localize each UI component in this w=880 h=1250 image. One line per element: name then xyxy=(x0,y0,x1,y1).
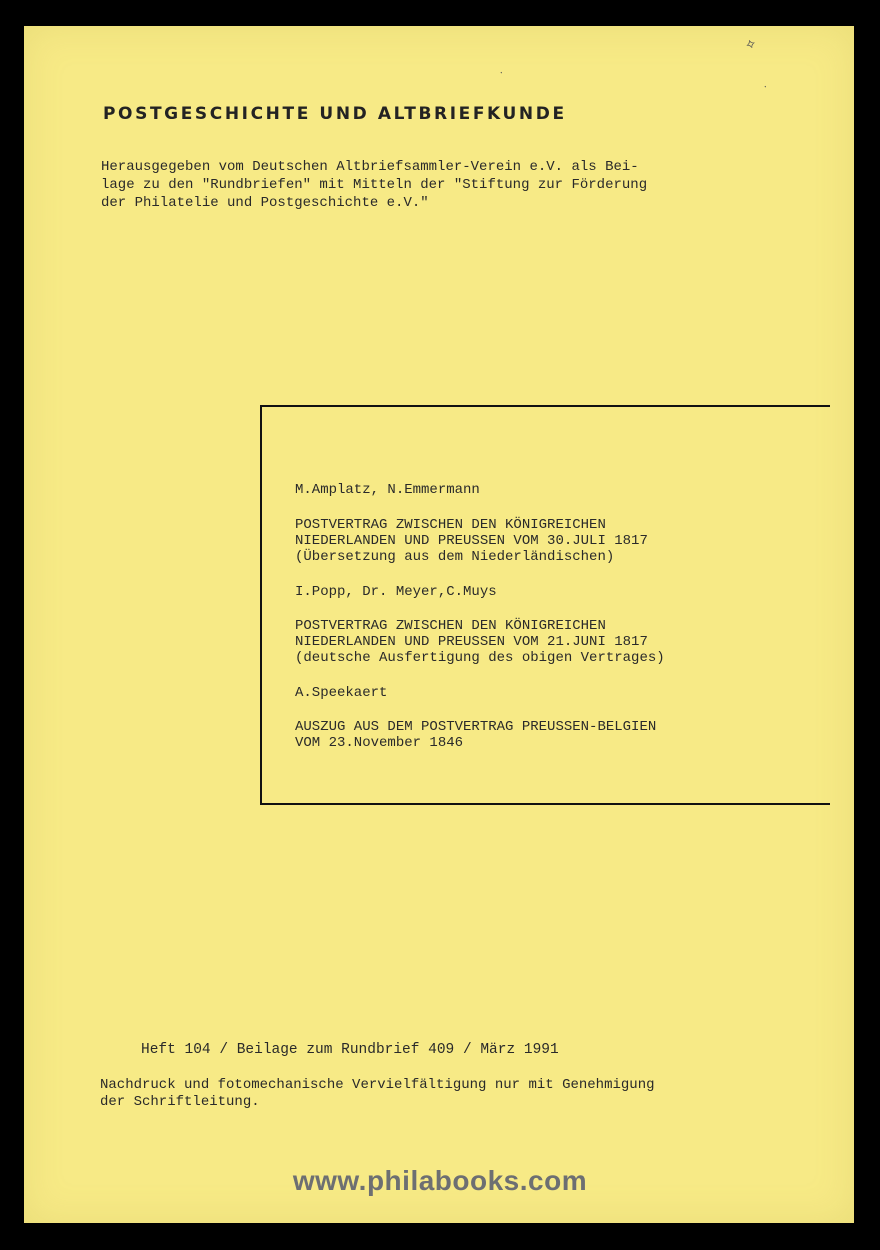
publisher-statement xyxy=(101,158,791,212)
entry-title-line: (Übersetzung aus dem Niederländischen) xyxy=(295,549,615,565)
pencil-dot-icon: · xyxy=(762,81,769,94)
copyright-notice xyxy=(100,1077,800,1111)
entry-authors: A.Speekaert xyxy=(295,685,388,701)
entry-title-line: POSTVERTRAG ZWISCHEN DEN KÖNIGREICHEN xyxy=(295,618,606,634)
document-title: POSTGESCHICHTE UND ALTBRIEFKUNDE xyxy=(103,104,567,124)
copyright-line: der Schriftleitung. xyxy=(100,1094,260,1110)
entry-title-line: POSTVERTRAG ZWISCHEN DEN KÖNIGREICHEN xyxy=(295,517,606,533)
entry-authors: I.Popp, Dr. Meyer,C.Muys xyxy=(295,584,497,600)
entry-title-line: (deutsche Ausfertigung des obigen Vertrages) xyxy=(295,650,665,666)
publisher-line: lage zu den "Rundbriefen" mit Mitteln der "Stiftung zur Förderung xyxy=(101,177,648,193)
pencil-mark-icon: ⟡ xyxy=(743,34,758,54)
entry-title xyxy=(295,719,656,751)
copyright-line: Nachdruck und fotomechanische Vervielfältigung nur mit Genehmigung xyxy=(100,1077,655,1093)
entry-title-line: NIEDERLANDEN UND PREUSSEN VOM 21.JUNI 1817 xyxy=(295,634,648,650)
entry-title-line: NIEDERLANDEN UND PREUSSEN VOM 30.JULI 1817 xyxy=(295,533,648,549)
publisher-line: der Philatelie und Postgeschichte e.V." xyxy=(101,195,429,211)
entry-authors: M.Amplatz, N.Emmermann xyxy=(295,482,480,498)
entry-title xyxy=(295,618,665,666)
pencil-dot-icon: · xyxy=(498,67,505,80)
publisher-line: Herausgegeben vom Deutschen Altbriefsammler-Verein e.V. als Bei- xyxy=(101,159,639,175)
entry-title-line: AUSZUG AUS DEM POSTVERTRAG PREUSSEN-BELGIEN xyxy=(295,719,657,735)
entry-title-line: VOM 23.November 1846 xyxy=(295,735,464,751)
issue-info: Heft 104 / Beilage zum Rundbrief 409 / März 1991 xyxy=(141,1042,559,1058)
entry-title xyxy=(295,517,648,565)
watermark: www.philabooks.com xyxy=(292,1165,588,1196)
